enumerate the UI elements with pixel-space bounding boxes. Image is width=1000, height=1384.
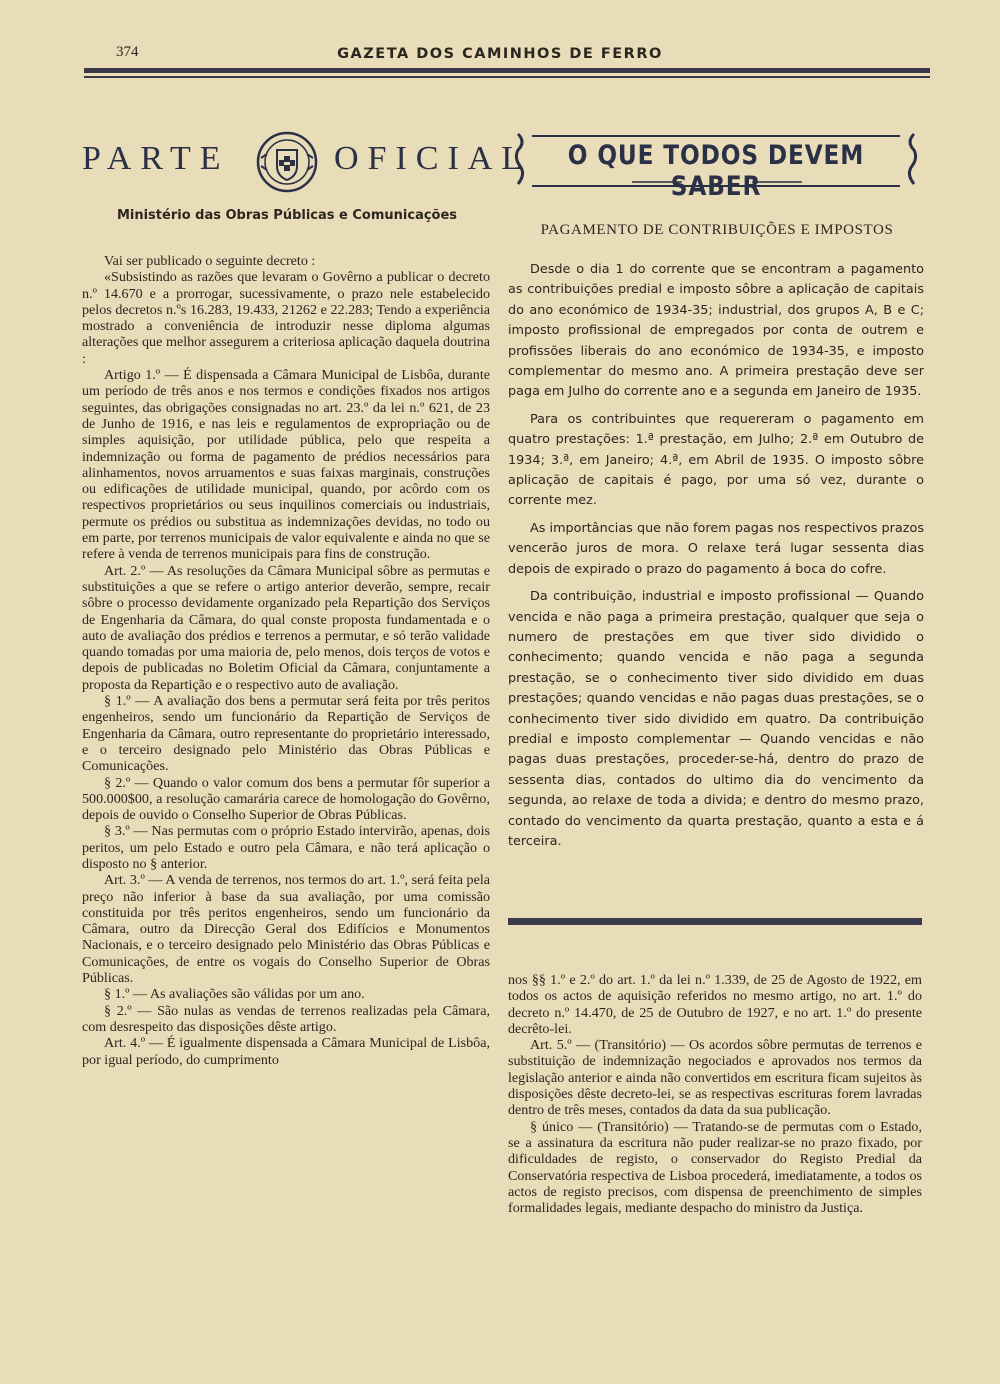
- header-rule-thin: [84, 76, 930, 78]
- decree-paragraph: «Subsistindo as razões que levaram o Govêrno a publicar o decreto n.º 14.670 e a prorrogar, sucessivamente, o prazo nele estabelecido pelos decretos n.ºs 16.283, 19.433, 21262 e 22.283; Tendo a experiência mostrado a conveniência de introduzir nesse diploma algumas alterações que melhor assegurem a criteriosa aplicação daquela doutrina :: [82, 269, 490, 367]
- payment-paragraph: Da contribuição, industrial e imposto profissional — Quando vencida e não paga a primeira prestação, qualquer que seja o numero de prestações em que tiver sido dividido o conhecimento; quando vencida e não paga a segunda prestação, se o conhecimento tiver sido dividido em duas prestações; quando vencidas e não pagas duas prestações, se o conhecimento tiver sido dividido em quatro. Da contribuição predial e imposto complementar — Quando vencidas e não pagas duas prestações, proceder-se-há, dentro do prazo de sessenta dias, contados do ultimo dia do vencimento da segunda, ao relaxe de toda a divida; e dentro do mesmo prazo, contado do vencimento da quarta prestação, quanto a esta e á terceira.: [508, 589, 924, 849]
- heading-word-parte: PARTE: [82, 140, 230, 177]
- section-divider: [508, 918, 922, 925]
- payment-paragraph: Para os contribuintes que requereram o pagamento em quatro prestações: 1.ª prestação, em Julho; 2.ª em Outubro de 1934; 3.ª, em Janeiro; 4.ª, em Abril de 1935. O imposto sôbre aplicação de capitais é pago, por uma só vez, durante o corrente mez.: [508, 411, 924, 509]
- portuguese-coat-of-arms-icon: [255, 130, 319, 194]
- page-number: 374: [116, 44, 139, 60]
- decree-continuation-column: [508, 972, 922, 1216]
- payment-text-column: [508, 260, 924, 859]
- decree-paragraph: § 1.º — As avaliações são válidas por um ano.: [104, 986, 365, 1003]
- decree-paragraph: § 2.º — São nulas as vendas de terrenos realizadas pela Câmara, com desrespeito das disposições dêste artigo.: [82, 1002, 490, 1035]
- decree-paragraph: § 2.º — Quando o valor comum dos bens a permutar fôr superior a 500.000$00, a resolução camarária carece de homologação do Govêrno, depois de ouvido o Conselho Superior de Obras Públicas.: [82, 774, 490, 824]
- decree-paragraph: Artigo 1.º — É dispensada a Câmara Municipal de Lisbôa, durante um período de três anos e nos termos e condições fixados nos artigos seguintes, das obrigações consignadas no art. 23.º da lei n.º 621, de 23 de Junho de 1916, e nas leis e regulamentos de expropriação ou de simples aquisição, por utilidade pública, pelo que respeita a indemnização ou forma de pagamento de prédios necessários para alinhamentos, novos arruamentos e suas faixas marginais, construções ou edificações de utilidade municipal, quando, por acôrdo com os respectivos proprietários ou seus inquilinos comerciais ou industriais, permute os prédios ou substitua as indemnizações devidas, no todo ou em parte, por terrenos municipais de valor equivalente e ainda no que se refere à venda de terrenos municipais para fins de construção.: [82, 367, 490, 563]
- decree-paragraph: Art. 5.º — (Transitório) — Os acordos sôbre permutas de terrenos e substituição de indemnização negociados e aprovados nos termos da legislação anterior e ainda não convertidos em escritura ficam sujeitos às disposições dêste decreto-lei, se as respectivas escrituras forem lavradas dentro de três meses, contados da data da sua publicação.: [508, 1037, 922, 1119]
- payment-section-title: PAGAMENTO DE CONTRIBUIÇÕES E IMPOSTOS: [540, 222, 894, 238]
- payment-paragraph: Desde o dia 1 do corrente que se encontram a pagamento as contribuições predial e imposto sôbre a aplicação de capitais do ano económico de 1934-35; industrial, dos grupos A, B e C; imposto profissional de empregados por conta de outrem e profissões liberais do ano económico de 1934-35, e imposto complementar do mesmo ano. A primeira prestação deve ser paga em Julho do corrente ano e a segunda em Janeiro de 1935.: [508, 262, 924, 400]
- decree-continuation: nos §§ 1.º e 2.º do art. 1.º da lei n.º 1.339, de 25 de Agosto de 1922, em todos os actos de aquisição referidos no mesmo artigo, no art. 1.º do decreto n.º 14.470, de 25 de Outubro de 1927, e no art. 1.º do presente decrêto-lei.: [508, 972, 922, 1037]
- decree-paragraph: Art. 3.º — A venda de terrenos, nos termos do art. 1.º, será feita pela preço não inferior à base da sua avaliação, por uma comissão constituida por três peritos engenheiros, sendo um funcionário da Câmara, outro da Direcção Geral dos Edifícios e Monumentos Nacionais, e o terceiro designado pelo Ministério das Obras Públicas e Comunicações, de entre os vogais do Conselho Superior de Obras Públicas.: [82, 872, 490, 987]
- what-everyone-should-know-title: O QUE TODOS DEVEM SABER: [567, 140, 865, 202]
- heading-word-oficial: OFICIAL: [334, 140, 532, 177]
- ministry-heading: Ministério das Obras Públicas e Comunicações: [116, 208, 458, 223]
- decree-paragraph: § único — (Transitório) — Tratando-se de permutas com o Estado, se a assinatura da escritura não puder realizar-se no prazo fixado, por dificuldades de registo, o conservador do Registo Predial da Conservatória respectiva de Lisboa procederá, imediatamente, a todos os actos de registo precisos, com dispensa de preenchimento de simples formalidades legais, mediante despacho do ministro da Justiça.: [508, 1118, 922, 1217]
- decree-paragraph: § 1.º — A avaliação dos bens a permutar será feita por três peritos engenheiros, sendo um funcionário da Repartição de Serviços de Engenharia da Câmara, outro representante do proprietário interessado, e o terceiro designado pelo Ministério das Obras Públicas e Comunicações.: [82, 693, 490, 775]
- decree-paragraph: § 3.º — Nas permutas com o próprio Estado intervirão, apenas, dois peritos, um pelo Estado e outro pela Câmara, e não terá aplicação o disposto no § anterior.: [82, 823, 490, 872]
- decree-paragraph: Vai ser publicado o seguinte decreto :: [104, 253, 316, 269]
- publication-title: GAZETA DOS CAMINHOS DE FERRO: [337, 46, 663, 62]
- header-rule-thick: [84, 68, 930, 73]
- decree-text-column: [82, 253, 490, 1068]
- payment-paragraph: As importâncias que não forem pagas nos respectivos prazos vencerão juros de mora. O relaxe terá lugar sessenta dias depois de expirado o prazo do pagamento á boca do cofre.: [508, 520, 924, 577]
- decree-paragraph: Art. 4.º — É igualmente dispensada a Câmara Municipal de Lisbôa, por igual período, do cumprimento: [82, 1035, 490, 1068]
- decree-paragraph: Art. 2.º — As resoluções da Câmara Municipal sôbre as permutas e substituições a que se refere o artigo anterior deverão, sempre, recair sôbre o processo devidamente organizado pela Repartição dos Serviços de Engenharia da Câmara, do qual conste proposta fundamentada e o auto de avaliação dos prédios e terrenos a permutar, e só terão validade quando tomadas por uma maioria de, pelo menos, dois terços de votos e depois de publicadas no Boletim Oficial da Câmara, conjuntamente a proposta da Repartição e o respectivo auto de avaliação.: [82, 562, 490, 693]
